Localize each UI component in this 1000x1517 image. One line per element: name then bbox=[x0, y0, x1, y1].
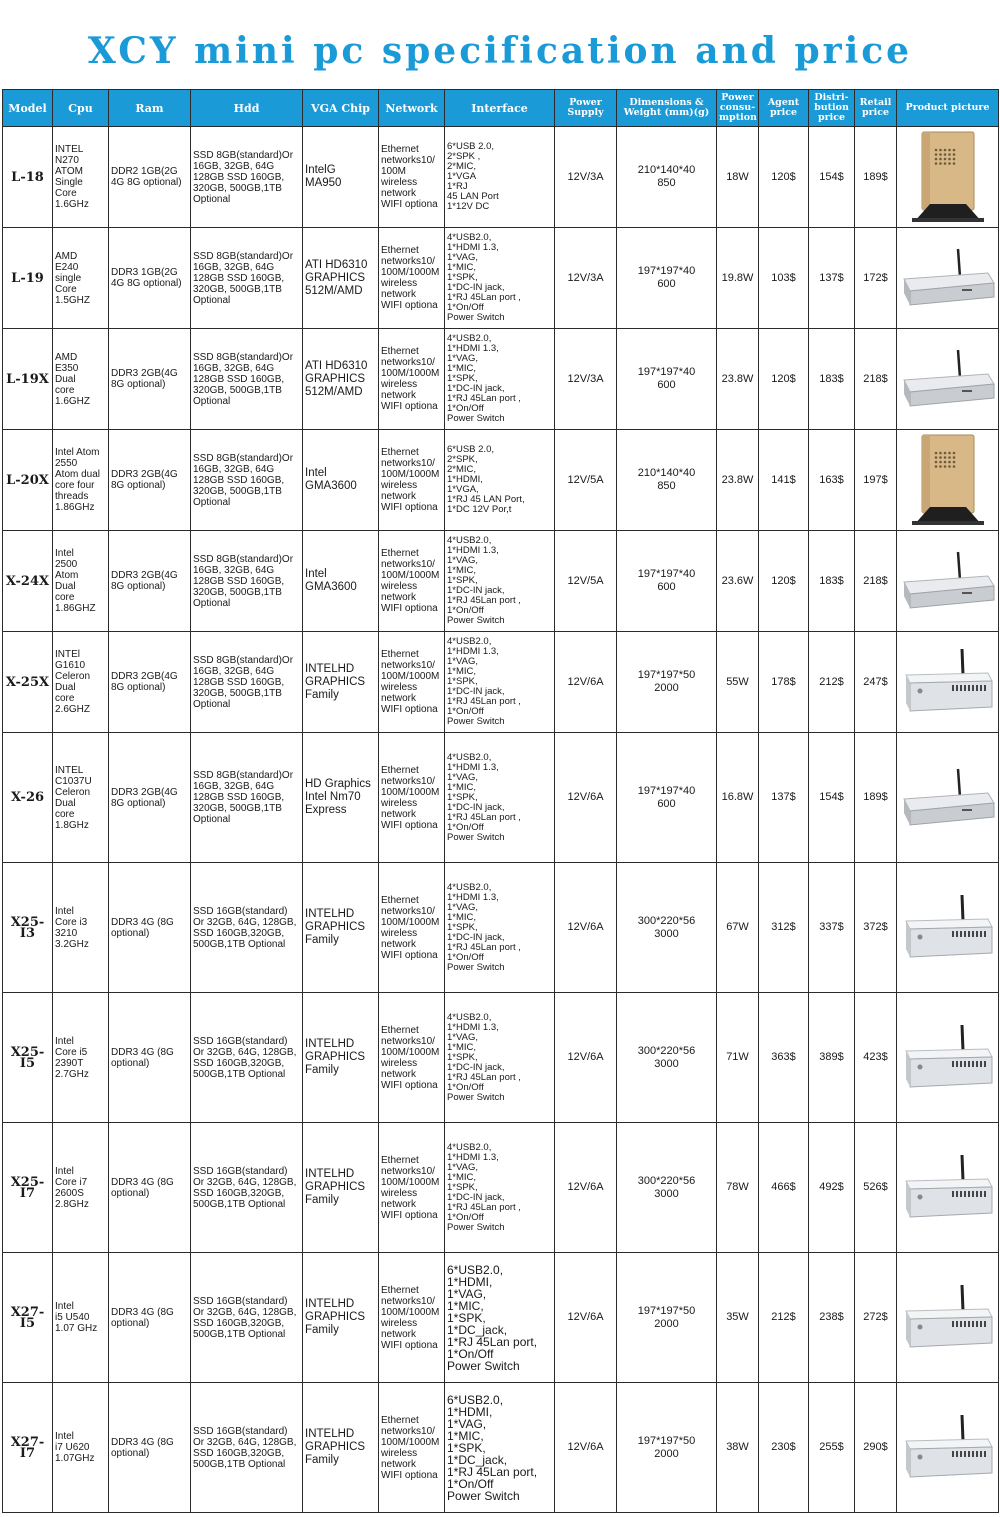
agent-price-cell: 178$ bbox=[759, 632, 809, 733]
hdd-cell: SSD 8GB(standard)Or 16GB, 32GB, 64G 128GB SSD 160GB, 320GB, 500GB,1TB Optional bbox=[191, 329, 303, 430]
retail-price-cell: 197$ bbox=[855, 430, 897, 531]
distribution-price-cell: 137$ bbox=[809, 228, 855, 329]
box-pc-icon bbox=[900, 891, 996, 965]
power-supply-cell: 12V/6A bbox=[555, 993, 617, 1123]
model-cell: X25-I3 bbox=[3, 863, 53, 993]
hdd-cell: SSD 16GB(standard) Or 32GB, 64G, 128GB, SSD 160GB,320GB, 500GB,1TB Optional bbox=[191, 1383, 303, 1513]
power-consumption-cell: 35W bbox=[717, 1253, 759, 1383]
power-supply-cell: 12V/5A bbox=[555, 430, 617, 531]
vga-chip-cell: IntelG MA950 bbox=[303, 127, 379, 228]
box-pc-icon bbox=[900, 1151, 996, 1225]
power-consumption-cell: 23.8W bbox=[717, 430, 759, 531]
distribution-price-cell: 389$ bbox=[809, 993, 855, 1123]
power-supply-cell: 12V/6A bbox=[555, 1253, 617, 1383]
hdd-cell: SSD 8GB(standard)Or 16GB, 32GB, 64G 128GB SSD 160GB, 320GB, 500GB,1TB Optional bbox=[191, 733, 303, 863]
product-picture-cell bbox=[897, 531, 999, 632]
product-picture-cell bbox=[897, 329, 999, 430]
model-cell: L-20X bbox=[3, 430, 53, 531]
table-row bbox=[3, 1123, 999, 1253]
ram-cell: DDR3 4G (8G optional) bbox=[109, 1253, 191, 1383]
header-cpu: Cpu bbox=[53, 90, 109, 127]
cpu-cell: Intel Core i7 2600S 2.8GHz bbox=[53, 1123, 109, 1253]
power-consumption-cell: 23.6W bbox=[717, 531, 759, 632]
product-picture-cell bbox=[897, 863, 999, 993]
header-consumption: Power consu- mption bbox=[717, 90, 759, 127]
agent-price-cell: 120$ bbox=[759, 329, 809, 430]
model-cell: X-24X bbox=[3, 531, 53, 632]
product-picture-cell bbox=[897, 1383, 999, 1513]
interface-cell: 4*USB2.0, 1*HDMI 1.3, 1*VAG, 1*MIC, 1*SPK, 1*DC-IN jack, 1*RJ 45Lan port , 1*On/Off Power Switch bbox=[445, 993, 555, 1123]
retail-price-cell: 423$ bbox=[855, 993, 897, 1123]
dimensions-weight-cell: 197*197*40 600 bbox=[617, 733, 717, 863]
distribution-price-cell: 238$ bbox=[809, 1253, 855, 1383]
power-supply-cell: 12V/3A bbox=[555, 329, 617, 430]
table-row bbox=[3, 531, 999, 632]
ram-cell: DDR3 2GB(4G 8G optional) bbox=[109, 329, 191, 430]
interface-cell: 4*USB2.0, 1*HDMI 1.3, 1*VAG, 1*MIC, 1*SPK, 1*DC-IN jack, 1*RJ 45Lan port , 1*On/Off Power Switch bbox=[445, 863, 555, 993]
table-row bbox=[3, 632, 999, 733]
table-row bbox=[3, 1383, 999, 1513]
network-cell: Ethernet networks10/ 100M/1000M wireless network WIFI optiona bbox=[379, 733, 445, 863]
flat-pc-icon bbox=[900, 763, 996, 833]
interface-cell: 6*USB 2.0, 2*SPK, 2*MIC, 1*HDMI, 1*VGA, 1*RJ 45 LAN Port, 1*DC 12V Por,t bbox=[445, 430, 555, 531]
cpu-cell: INTEL N270 ATOM Single Core 1.6GHz bbox=[53, 127, 109, 228]
header-dimensions: Dimensions & Weight (mm)(g) bbox=[617, 90, 717, 127]
network-cell: Ethernet networks10/ 100M/1000M wireless network WIFI optiona bbox=[379, 632, 445, 733]
vga-chip-cell: INTELHD GRAPHICS Family bbox=[303, 863, 379, 993]
header-agent-price: Agent price bbox=[759, 90, 809, 127]
retail-price-cell: 189$ bbox=[855, 733, 897, 863]
interface-cell: 4*USB2.0, 1*HDMI 1.3, 1*VAG, 1*MIC, 1*SPK, 1*DC-IN jack, 1*RJ 45Lan port , 1*On/Off Power Switch bbox=[445, 531, 555, 632]
table-row bbox=[3, 1253, 999, 1383]
power-supply-cell: 12V/3A bbox=[555, 228, 617, 329]
cpu-cell: Intel Core i3 3210 3.2GHz bbox=[53, 863, 109, 993]
box-pc-icon bbox=[900, 645, 996, 719]
model-cell: L-19X bbox=[3, 329, 53, 430]
distribution-price-cell: 183$ bbox=[809, 329, 855, 430]
header-model: Model bbox=[3, 90, 53, 127]
agent-price-cell: 141$ bbox=[759, 430, 809, 531]
model-cell: L-19 bbox=[3, 228, 53, 329]
power-consumption-cell: 67W bbox=[717, 863, 759, 993]
ram-cell: DDR3 4G (8G optional) bbox=[109, 863, 191, 993]
cpu-cell: Intel i5 U540 1.07 GHz bbox=[53, 1253, 109, 1383]
power-supply-cell: 12V/6A bbox=[555, 1383, 617, 1513]
dimensions-weight-cell: 197*197*50 2000 bbox=[617, 632, 717, 733]
model-cell: X-25X bbox=[3, 632, 53, 733]
agent-price-cell: 312$ bbox=[759, 863, 809, 993]
power-supply-cell: 12V/6A bbox=[555, 632, 617, 733]
dimensions-weight-cell: 300*220*56 3000 bbox=[617, 993, 717, 1123]
tower-pc-icon bbox=[908, 433, 988, 527]
product-picture-cell bbox=[897, 632, 999, 733]
flat-pc-icon bbox=[900, 344, 996, 414]
ram-cell: DDR3 2GB(4G 8G optional) bbox=[109, 531, 191, 632]
vga-chip-cell: INTELHD GRAPHICS Family bbox=[303, 1123, 379, 1253]
box-pc-icon bbox=[900, 1021, 996, 1095]
agent-price-cell: 120$ bbox=[759, 127, 809, 228]
model-cell: X27-I5 bbox=[3, 1253, 53, 1383]
network-cell: Ethernet networks10/ 100M/1000M wireless network WIFI optiona bbox=[379, 993, 445, 1123]
power-supply-cell: 12V/6A bbox=[555, 733, 617, 863]
vga-chip-cell: INTELHD GRAPHICS Family bbox=[303, 993, 379, 1123]
vga-chip-cell: Intel GMA3600 bbox=[303, 531, 379, 632]
hdd-cell: SSD 8GB(standard)Or 16GB, 32GB, 64G 128GB SSD 160GB, 320GB, 500GB,1TB Optional bbox=[191, 531, 303, 632]
cpu-cell: Intel Atom 2550 Atom dual core four threads 1.86GHz bbox=[53, 430, 109, 531]
interface-cell: 4*USB2.0, 1*HDMI 1.3, 1*VAG, 1*MIC, 1*SPK, 1*DC-IN jack, 1*RJ 45Lan port , 1*On/Off Power Switch bbox=[445, 329, 555, 430]
dimensions-weight-cell: 197*197*40 600 bbox=[617, 228, 717, 329]
table-row bbox=[3, 228, 999, 329]
cpu-cell: AMD E240 single Core 1.5GHZ bbox=[53, 228, 109, 329]
vga-chip-cell: ATI HD6310 GRAPHICS 512M/AMD bbox=[303, 329, 379, 430]
dimensions-weight-cell: 210*140*40 850 bbox=[617, 430, 717, 531]
header-power-supply: Power Supply bbox=[555, 90, 617, 127]
distribution-price-cell: 154$ bbox=[809, 733, 855, 863]
flat-pc-icon bbox=[900, 243, 996, 313]
hdd-cell: SSD 8GB(standard)Or 16GB, 32GB, 64G 128GB SSD 160GB, 320GB, 500GB,1TB Optional bbox=[191, 632, 303, 733]
hdd-cell: SSD 8GB(standard)Or 16GB, 32GB, 64G 128GB SSD 160GB, 320GB, 500GB,1TB Optional bbox=[191, 228, 303, 329]
power-consumption-cell: 78W bbox=[717, 1123, 759, 1253]
product-picture-cell bbox=[897, 1123, 999, 1253]
vga-chip-cell: ATI HD6310 GRAPHICS 512M/AMD bbox=[303, 228, 379, 329]
model-cell: X27-I7 bbox=[3, 1383, 53, 1513]
hdd-cell: SSD 8GB(standard)Or 16GB, 32GB, 64G 128GB SSD 160GB, 320GB, 500GB,1TB Optional bbox=[191, 430, 303, 531]
cpu-cell: INTEl G1610 Celeron Dual core 2.6GHZ bbox=[53, 632, 109, 733]
model-cell: X25-I7 bbox=[3, 1123, 53, 1253]
header-interface: Interface bbox=[445, 90, 555, 127]
distribution-price-cell: 154$ bbox=[809, 127, 855, 228]
product-picture-cell bbox=[897, 430, 999, 531]
cpu-cell: Intel Core i5 2390T 2.7GHz bbox=[53, 993, 109, 1123]
cpu-cell: INTEL C1037U Celeron Dual core 1.8GHz bbox=[53, 733, 109, 863]
retail-price-cell: 189$ bbox=[855, 127, 897, 228]
agent-price-cell: 466$ bbox=[759, 1123, 809, 1253]
retail-price-cell: 290$ bbox=[855, 1383, 897, 1513]
product-picture-cell bbox=[897, 127, 999, 228]
network-cell: Ethernet networks10/ 100M/1000M wireless network WIFI optiona bbox=[379, 329, 445, 430]
distribution-price-cell: 212$ bbox=[809, 632, 855, 733]
agent-price-cell: 230$ bbox=[759, 1383, 809, 1513]
table-row bbox=[3, 430, 999, 531]
ram-cell: DDR3 2GB(4G 8G optional) bbox=[109, 632, 191, 733]
network-cell: Ethernet networks10/ 100M wireless network WIFI optiona bbox=[379, 127, 445, 228]
header-network: Network bbox=[379, 90, 445, 127]
network-cell: Ethernet networks10/ 100M/1000M wireless network WIFI optiona bbox=[379, 863, 445, 993]
retail-price-cell: 247$ bbox=[855, 632, 897, 733]
table-row bbox=[3, 733, 999, 863]
table-row bbox=[3, 993, 999, 1123]
network-cell: Ethernet networks10/ 100M/1000M wireless network WIFI optiona bbox=[379, 531, 445, 632]
distribution-price-cell: 337$ bbox=[809, 863, 855, 993]
flat-pc-icon bbox=[900, 546, 996, 616]
ram-cell: DDR3 4G (8G optional) bbox=[109, 1383, 191, 1513]
ram-cell: DDR3 2GB(4G 8G optional) bbox=[109, 430, 191, 531]
retail-price-cell: 218$ bbox=[855, 531, 897, 632]
header-row bbox=[3, 90, 999, 127]
distribution-price-cell: 163$ bbox=[809, 430, 855, 531]
table-row bbox=[3, 127, 999, 228]
dimensions-weight-cell: 300*220*56 3000 bbox=[617, 1123, 717, 1253]
ram-cell: DDR3 1GB(2G 4G 8G optional) bbox=[109, 228, 191, 329]
dimensions-weight-cell: 300*220*56 3000 bbox=[617, 863, 717, 993]
distribution-price-cell: 183$ bbox=[809, 531, 855, 632]
tower-pc-icon bbox=[908, 130, 988, 224]
power-supply-cell: 12V/3A bbox=[555, 127, 617, 228]
retail-price-cell: 272$ bbox=[855, 1253, 897, 1383]
hdd-cell: SSD 16GB(standard) Or 32GB, 64G, 128GB, SSD 160GB,320GB, 500GB,1TB Optional bbox=[191, 863, 303, 993]
power-consumption-cell: 18W bbox=[717, 127, 759, 228]
model-cell: X25-I5 bbox=[3, 993, 53, 1123]
header-ram: Ram bbox=[109, 90, 191, 127]
hdd-cell: SSD 16GB(standard) Or 32GB, 64G, 128GB, SSD 160GB,320GB, 500GB,1TB Optional bbox=[191, 993, 303, 1123]
retail-price-cell: 218$ bbox=[855, 329, 897, 430]
box-pc-icon bbox=[900, 1411, 996, 1485]
agent-price-cell: 120$ bbox=[759, 531, 809, 632]
interface-cell: 4*USB2.0, 1*HDMI 1.3, 1*VAG, 1*MIC, 1*SPK, 1*DC-IN jack, 1*RJ 45Lan port , 1*On/Off Power Switch bbox=[445, 733, 555, 863]
power-consumption-cell: 55W bbox=[717, 632, 759, 733]
interface-cell: 6*USB 2.0, 2*SPK , 2*MIC, 1*VGA 1*RJ 45 LAN Port 1*12V DC bbox=[445, 127, 555, 228]
product-picture-cell bbox=[897, 993, 999, 1123]
ram-cell: DDR2 1GB(2G 4G 8G optional) bbox=[109, 127, 191, 228]
power-consumption-cell: 71W bbox=[717, 993, 759, 1123]
table-row bbox=[3, 329, 999, 430]
vga-chip-cell: Intel GMA3600 bbox=[303, 430, 379, 531]
hdd-cell: SSD 8GB(standard)Or 16GB, 32GB, 64G 128GB SSD 160GB, 320GB, 500GB,1TB Optional bbox=[191, 127, 303, 228]
interface-cell: 4*USB2.0, 1*HDMI 1.3, 1*VAG, 1*MIC, 1*SPK, 1*DC-IN jack, 1*RJ 45Lan port , 1*On/Off Power Switch bbox=[445, 228, 555, 329]
network-cell: Ethernet networks10/ 100M/1000M wireless network WIFI optiona bbox=[379, 228, 445, 329]
vga-chip-cell: HD Graphics Intel Nm70 Express bbox=[303, 733, 379, 863]
power-consumption-cell: 19.8W bbox=[717, 228, 759, 329]
network-cell: Ethernet networks10/ 100M/1000M wireless network WIFI optiona bbox=[379, 1383, 445, 1513]
model-cell: L-18 bbox=[3, 127, 53, 228]
hdd-cell: SSD 16GB(standard) Or 32GB, 64G, 128GB, SSD 160GB,320GB, 500GB,1TB Optional bbox=[191, 1123, 303, 1253]
model-cell: X-26 bbox=[3, 733, 53, 863]
hdd-cell: SSD 16GB(standard) Or 32GB, 64G, 128GB, SSD 160GB,320GB, 500GB,1TB Optional bbox=[191, 1253, 303, 1383]
table-row bbox=[3, 863, 999, 993]
agent-price-cell: 137$ bbox=[759, 733, 809, 863]
spec-table bbox=[2, 89, 999, 1513]
ram-cell: DDR3 4G (8G optional) bbox=[109, 1123, 191, 1253]
power-supply-cell: 12V/5A bbox=[555, 531, 617, 632]
product-picture-cell bbox=[897, 228, 999, 329]
dimensions-weight-cell: 197*197*40 600 bbox=[617, 329, 717, 430]
interface-cell: 6*USB2.0, 1*HDMI, 1*VAG, 1*MIC, 1*SPK, 1*DC_jack, 1*RJ 45Lan port, 1*On/Off Power Switch bbox=[445, 1383, 555, 1513]
agent-price-cell: 212$ bbox=[759, 1253, 809, 1383]
retail-price-cell: 526$ bbox=[855, 1123, 897, 1253]
header-product-picture: Product picture bbox=[897, 90, 999, 127]
cpu-cell: Intel i7 U620 1.07GHz bbox=[53, 1383, 109, 1513]
interface-cell: 6*USB2.0, 1*HDMI, 1*VAG, 1*MIC, 1*SPK, 1*DC_jack, 1*RJ 45Lan port, 1*On/Off Power Switch bbox=[445, 1253, 555, 1383]
dimensions-weight-cell: 197*197*50 2000 bbox=[617, 1383, 717, 1513]
power-consumption-cell: 38W bbox=[717, 1383, 759, 1513]
ram-cell: DDR3 2GB(4G 8G optional) bbox=[109, 733, 191, 863]
header-hdd: Hdd bbox=[191, 90, 303, 127]
vga-chip-cell: INTELHD GRAPHICS Family bbox=[303, 1383, 379, 1513]
network-cell: Ethernet networks10/ 100M/1000M wireless network WIFI optiona bbox=[379, 430, 445, 531]
header-distribution-price: Distri- bution price bbox=[809, 90, 855, 127]
interface-cell: 4*USB2.0, 1*HDMI 1.3, 1*VAG, 1*MIC, 1*SPK, 1*DC-IN jack, 1*RJ 45Lan port , 1*On/Off Power Switch bbox=[445, 1123, 555, 1253]
cpu-cell: Intel 2500 Atom Dual core 1.86GHZ bbox=[53, 531, 109, 632]
header-retail-price: Retail price bbox=[855, 90, 897, 127]
retail-price-cell: 172$ bbox=[855, 228, 897, 329]
product-picture-cell bbox=[897, 1253, 999, 1383]
interface-cell: 4*USB2.0, 1*HDMI 1.3, 1*VAG, 1*MIC, 1*SPK, 1*DC-IN jack, 1*RJ 45Lan port , 1*On/Off Power Switch bbox=[445, 632, 555, 733]
header-vga: VGA Chip bbox=[303, 90, 379, 127]
product-picture-cell bbox=[897, 733, 999, 863]
power-consumption-cell: 16.8W bbox=[717, 733, 759, 863]
vga-chip-cell: INTELHD GRAPHICS Family bbox=[303, 632, 379, 733]
dimensions-weight-cell: 197*197*50 2000 bbox=[617, 1253, 717, 1383]
power-supply-cell: 12V/6A bbox=[555, 1123, 617, 1253]
network-cell: Ethernet networks10/ 100M/1000M wireless network WIFI optiona bbox=[379, 1123, 445, 1253]
page-title: XCY mini pc specification and price bbox=[87, 30, 913, 72]
power-consumption-cell: 23.8W bbox=[717, 329, 759, 430]
retail-price-cell: 372$ bbox=[855, 863, 897, 993]
vga-chip-cell: INTELHD GRAPHICS Family bbox=[303, 1253, 379, 1383]
ram-cell: DDR3 4G (8G optional) bbox=[109, 993, 191, 1123]
agent-price-cell: 363$ bbox=[759, 993, 809, 1123]
power-supply-cell: 12V/6A bbox=[555, 863, 617, 993]
distribution-price-cell: 492$ bbox=[809, 1123, 855, 1253]
network-cell: Ethernet networks10/ 100M/1000M wireless network WIFI optiona bbox=[379, 1253, 445, 1383]
dimensions-weight-cell: 197*197*40 600 bbox=[617, 531, 717, 632]
distribution-price-cell: 255$ bbox=[809, 1383, 855, 1513]
cpu-cell: AMD E350 Dual core 1.6GHZ bbox=[53, 329, 109, 430]
box-pc-icon bbox=[900, 1281, 996, 1355]
dimensions-weight-cell: 210*140*40 850 bbox=[617, 127, 717, 228]
agent-price-cell: 103$ bbox=[759, 228, 809, 329]
